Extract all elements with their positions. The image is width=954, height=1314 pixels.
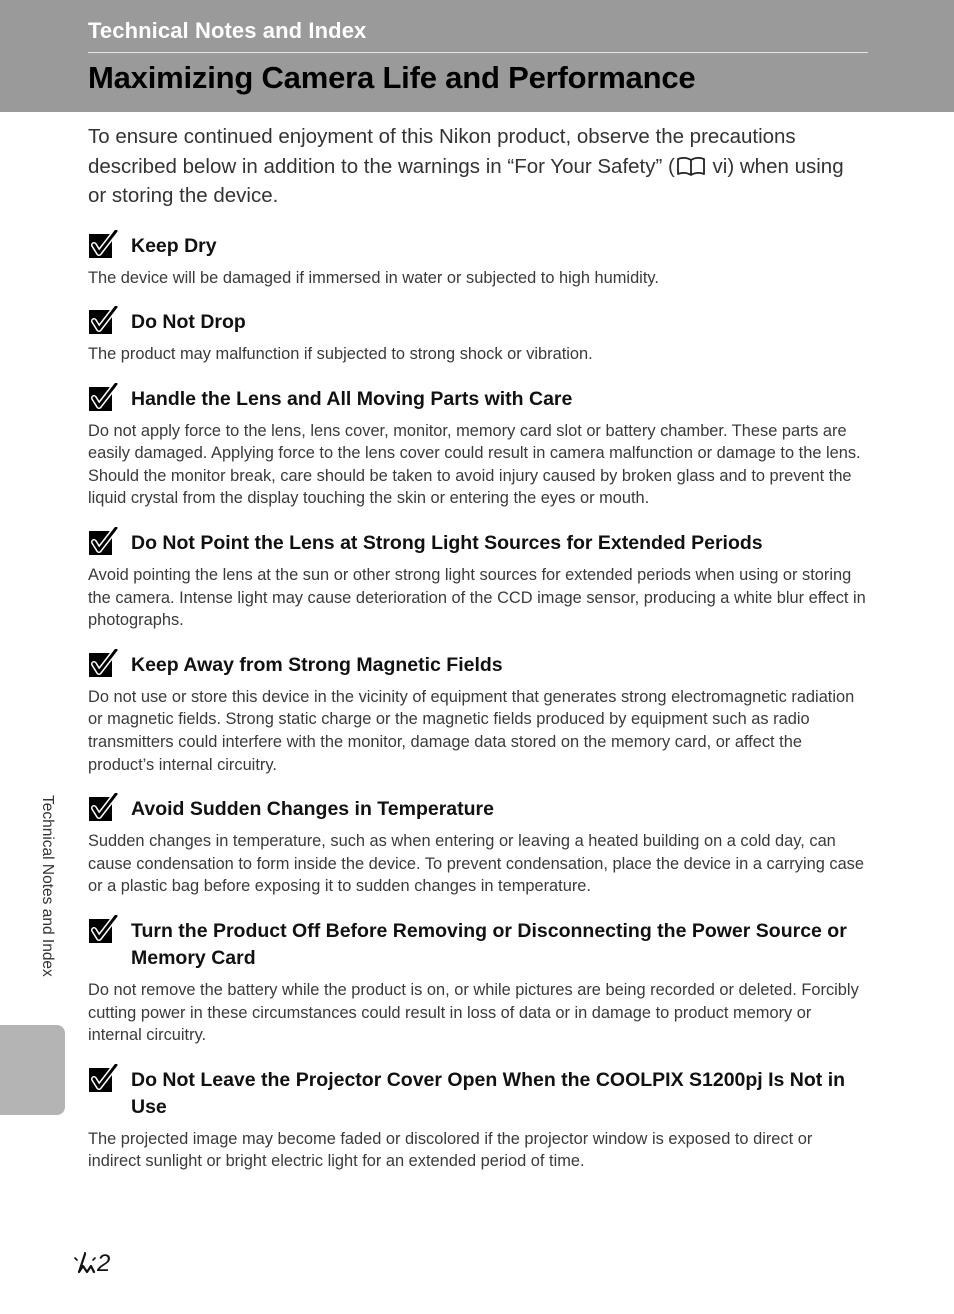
precaution-heading bbox=[88, 918, 866, 972]
technical-notes-icon bbox=[74, 1252, 96, 1276]
precaution-heading bbox=[88, 796, 866, 823]
precaution-body: Avoid pointing the lens at the sun or other strong light sources for extended periods when using or storing the camera. Intense light may cause deterioration of the CCD image sensor, producing a white blur effect in photographs. bbox=[88, 566, 866, 630]
check-icon bbox=[88, 1064, 118, 1094]
page-number bbox=[74, 1250, 110, 1278]
precaution-body: Do not remove the battery while the product is on, or while pictures are being recorded or deleted. Forcibly cutting power in these circumstances could result in loss of data or in damage to product memory or internal circuitry. bbox=[88, 981, 859, 1045]
precaution-body: The projected image may become faded or discolored if the projector window is exposed to direct or indirect sunlight or bright electric light for an extended period of time. bbox=[88, 1129, 813, 1171]
check-icon bbox=[88, 306, 118, 336]
check-icon bbox=[88, 383, 118, 413]
precaution-title: Do Not Point the Lens at Strong Light Sources for Extended Periods bbox=[131, 532, 763, 555]
check-icon bbox=[88, 527, 118, 557]
precaution-section bbox=[88, 1067, 866, 1173]
precaution-title: Turn the Product Off Before Removing or Disconnecting the Power Source or Memory Card bbox=[131, 920, 847, 969]
precaution-section bbox=[88, 386, 866, 510]
precaution-section bbox=[88, 918, 866, 1047]
header-divider bbox=[88, 52, 868, 53]
precaution-section bbox=[88, 309, 866, 366]
precaution-body: Do not use or store this device in the vicinity of equipment that generates strong electromagnetic radiation or magnetic fields. Strong static charge or the magnetic fields produced by equipment such as radio transmitters could interfere with the monitor, damage data stored on the memory card, or affect the product’s internal circuitry. bbox=[88, 687, 855, 774]
precaution-title: Handle the Lens and All Moving Parts with Care bbox=[131, 387, 573, 410]
section-title: Technical Notes and Index bbox=[88, 18, 367, 43]
intro-text-end: vi) when using or storing the device. bbox=[88, 154, 844, 207]
precaution-body: The product may malfunction if subjected to strong shock or vibration. bbox=[88, 345, 593, 364]
precaution-body: Sudden changes in temperature, such as when entering or leaving a heated building on a cold day, can cause condensation to form inside the device. To prevent condensation, place the device in a carrying case or a plastic bag before exposing it to sudden changes in temperature. bbox=[88, 832, 864, 896]
precaution-title: Keep Away from Strong Magnetic Fields bbox=[131, 653, 503, 676]
check-icon bbox=[88, 915, 118, 945]
check-icon bbox=[88, 793, 118, 823]
page-title: Maximizing Camera Life and Performance bbox=[88, 60, 696, 95]
precaution-heading bbox=[88, 309, 866, 336]
precaution-title: Avoid Sudden Changes in Temperature bbox=[131, 798, 494, 821]
precaution-section bbox=[88, 233, 866, 290]
precaution-list bbox=[88, 233, 866, 1173]
side-tab-label: Technical Notes and Index bbox=[39, 795, 56, 977]
precaution-heading bbox=[88, 652, 866, 679]
precaution-section bbox=[88, 796, 866, 898]
precaution-title: Do Not Leave the Projector Cover Open When the COOLPIX S1200pj Is Not in Use bbox=[131, 1068, 846, 1118]
intro-text-start: To ensure continued enjoyment of this Nikon product, observe the precautions described below in addition to the warnings in “For Your Safety” ( bbox=[88, 125, 796, 178]
precaution-heading bbox=[88, 1067, 866, 1121]
side-tab[interactable] bbox=[0, 1025, 65, 1115]
precaution-heading bbox=[88, 530, 866, 557]
intro-paragraph bbox=[88, 122, 866, 211]
precaution-title: Keep Dry bbox=[131, 234, 217, 257]
check-icon bbox=[88, 230, 118, 260]
precaution-body: The device will be damaged if immersed in water or subjected to high humidity. bbox=[88, 268, 659, 287]
check-icon bbox=[88, 649, 118, 679]
precaution-section bbox=[88, 652, 866, 776]
precaution-section bbox=[88, 530, 866, 632]
page-number-text: 2 bbox=[97, 1250, 111, 1277]
precaution-title: Do Not Drop bbox=[131, 311, 246, 334]
main-content bbox=[88, 122, 866, 1193]
precaution-heading bbox=[88, 386, 866, 413]
book-icon bbox=[676, 156, 706, 176]
precaution-body: Do not apply force to the lens, lens cover, monitor, memory card slot or battery chamber. These parts are easily damaged. Applying force to the lens cover could result in camera malfunction or damage to the lens. Should the monitor break, care should be taken to avoid injury caused by broken glass and to prevent the liquid crystal from the display touching the skin or entering the eyes or mouth. bbox=[88, 421, 861, 508]
precaution-heading bbox=[88, 233, 866, 260]
